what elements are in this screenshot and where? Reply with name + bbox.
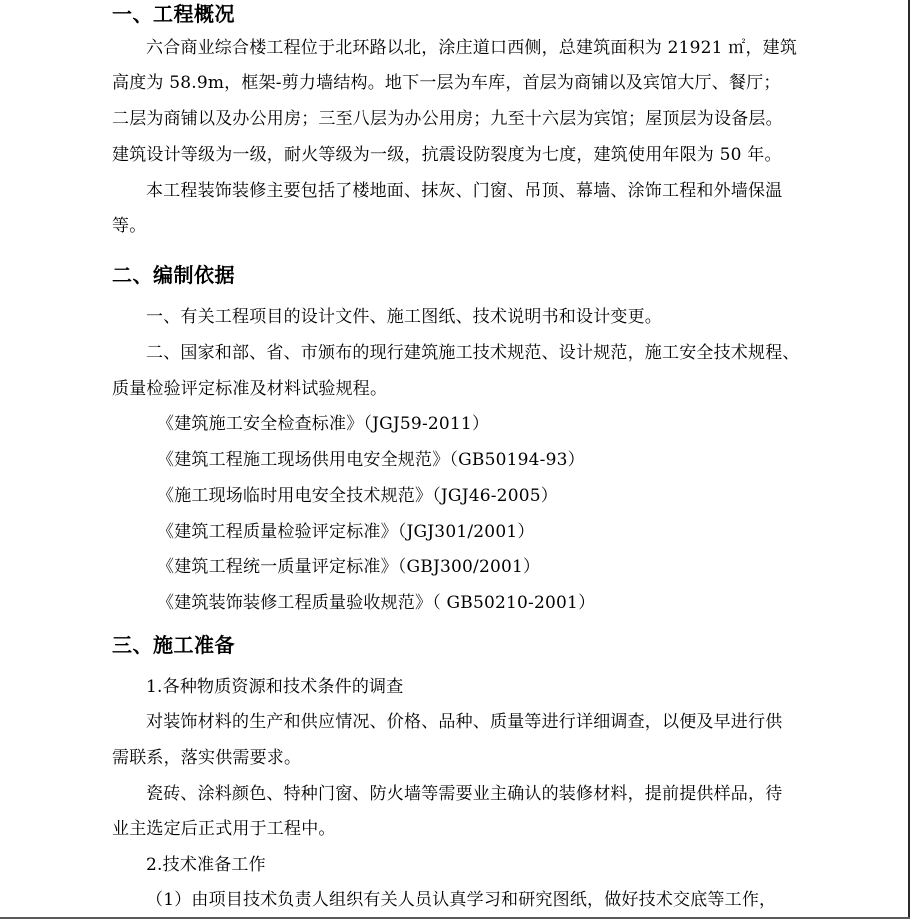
- paragraph-line: 本工程装饰装修主要包括了楼地面、抹灰、门窗、吊顶、幕墙、涂饰工程和外墙保温: [146, 181, 783, 201]
- reference-standard: 《建筑装饰装修工程质量验收规范》（ GB50210-2001）: [157, 593, 596, 613]
- paragraph-line: 瓷砖、涂料颜色、特种门窗、防火墙等需要业主确认的装修材料，提前提供样品，待: [146, 784, 783, 804]
- paragraph-line: 高度为 58.9m，框架-剪力墙结构。地下一层为车库，首层为商铺以及宾馆大厅、餐厅；: [112, 73, 781, 93]
- paragraph-line: 六合商业综合楼工程位于北环路以北，涂庄道口西侧，总建筑面积为 21921 ㎡，建筑: [146, 38, 798, 58]
- paragraph-line: 等。: [112, 216, 147, 236]
- section-heading-preparation: 三、施工准备: [112, 633, 235, 657]
- paragraph-line: 建筑设计等级为一级，耐火等级为一级，抗震设防裂度为七度，建筑使用年限为 50 年。: [112, 145, 782, 165]
- paragraph-line: 对装饰材料的生产和供应情况、价格、品种、质量等进行详细调查，以便及早进行供: [146, 712, 783, 732]
- subsection-title: 2.技术准备工作: [146, 855, 266, 875]
- paragraph-line: 业主选定后正式用于工程中。: [112, 819, 336, 839]
- paragraph-line: 需联系，落实供需要求。: [112, 748, 302, 768]
- paragraph-line: 二、国家和部、省、市颁布的现行建筑施工技术规范、设计规范，施工安全技术规程、: [146, 343, 800, 363]
- reference-standard: 《建筑工程统一质量评定标准》（GBJ300/2001）: [157, 557, 541, 577]
- paragraph-line: 一、有关工程项目的设计文件、施工图纸、技术说明书和设计变更。: [146, 307, 662, 327]
- section-heading-overview: 一、工程概况: [112, 2, 235, 26]
- reference-standard: 《施工现场临时用电安全技术规范》（JGJ46-2005）: [157, 486, 558, 506]
- section-heading-basis: 二、编制依据: [112, 263, 235, 287]
- reference-standard: 《建筑工程质量检验评定标准》（JGJ301/2001）: [157, 522, 535, 542]
- paragraph-line: （1）由项目技术负责人组织有关人员认真学习和研究图纸，做好技术交底等工作，: [146, 890, 777, 910]
- paragraph-line: 质量检验评定标准及材料试验规程。: [112, 379, 388, 399]
- reference-standard: 《建筑工程施工现场供用电安全规范》（GB50194-93）: [157, 450, 585, 470]
- reference-standard: 《建筑施工安全检查标准》（JGJ59-2011）: [157, 414, 490, 434]
- subsection-title: 1.各种物质资源和技术条件的调查: [146, 677, 404, 697]
- paragraph-line: 二层为商铺以及办公用房；三至八层为办公用房；九至十六层为宾馆；屋顶层为设备层。: [112, 109, 783, 129]
